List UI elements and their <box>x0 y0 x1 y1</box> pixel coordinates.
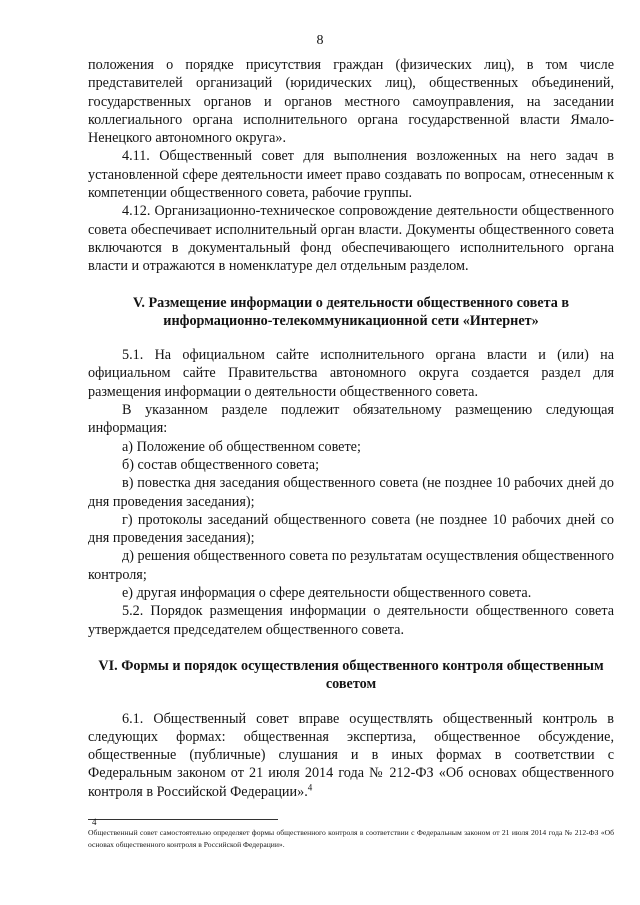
paragraph: В указанном разделе подлежит обязательному размещению следующая информация: <box>88 402 614 437</box>
paragraph: положения о порядке присутствия граждан (физических лиц), в том числе представителей организаций (юридических лиц), общественных объединений, государственных органов и органов местного самоуправления, на заседании коллегиального органа исполнительного органа государственной власти Ямало-Ненецкого автономного округа». <box>88 57 614 147</box>
paragraph: в) повестка дня заседания общественного совета (не позднее 10 рабочих дней до дня проведения заседания); <box>88 475 614 510</box>
paragraph: а) Положение об общественном совете; <box>122 438 361 455</box>
paragraph: б) состав общественного совета; <box>122 456 320 473</box>
paragraph: 4.11. Общественный совет для выполнения возложенных на него задач в установленной сфере деятельности имеет право создавать по вопросам, отнесенным к компетенции общественного совета, рабочие группы. <box>88 148 614 202</box>
paragraph: 5.2. Порядок размещения информации о деятельности общественного совета утверждается председателем общественного совета. <box>88 603 614 638</box>
footnote-separator <box>88 819 278 820</box>
page-number: 8 <box>316 33 324 48</box>
section-heading: V. Размещение информации о деятельности общественного совета в информационно-телекоммуникационной сети «Интернет» <box>132 294 570 329</box>
paragraph: г) протоколы заседаний общественного совета (не позднее 10 рабочих дней со дня проведения заседания); <box>88 511 614 547</box>
paragraph: д) решения общественного совета по результатам осуществления общественного контроля; <box>88 548 614 583</box>
paragraph: е) другая информация о сфере деятельности общественного совета. <box>122 585 532 602</box>
spacer <box>88 276 614 294</box>
paragraph: 6.1. Общественный совет вправе осуществлять общественный контроль в следующих формах: общественная экспертиза, общественное обсуждение, общественные (публичные) слушания и в иных формах в соответствии с Федеральным законом от 21 июля 2014 года № 212-ФЗ «Об основах общественного контроля в Российской Федерации».$^4$ <box>88 710 614 800</box>
paragraph: 4.12. Организационно-техническое сопровождение деятельности общественного совета обеспечивает исполнительный орган власти. Документы общественного совета включаются в документальный фонд обеспечивающего исполнительного органа власти и отражаются в номенклатуре дел отдельным разделом. <box>88 203 614 275</box>
document-body <box>88 56 614 801</box>
footnote-mark: 4 <box>92 817 97 827</box>
paragraph: 5.1. На официальном сайте исполнительного органа власти и (или) на официальном сайте Правительства автономного округа создается раздел для размещения информации о деятельности общественного совета. <box>88 347 614 400</box>
spacer <box>88 330 614 346</box>
footnote-reference: 4 <box>307 781 313 792</box>
section-heading: VI. Формы и порядок осуществления общественного контроля общественным советом <box>98 657 604 693</box>
footnote-text: Общественный совет самостоятельно определяет формы общественного контроля в соответствии с Федеральным законом от 21 июля 2014 года № 212-ФЗ «Об основах общественного контроля в Российской Федерации». <box>88 828 614 849</box>
spacer <box>88 639 614 657</box>
spacer <box>88 694 614 710</box>
